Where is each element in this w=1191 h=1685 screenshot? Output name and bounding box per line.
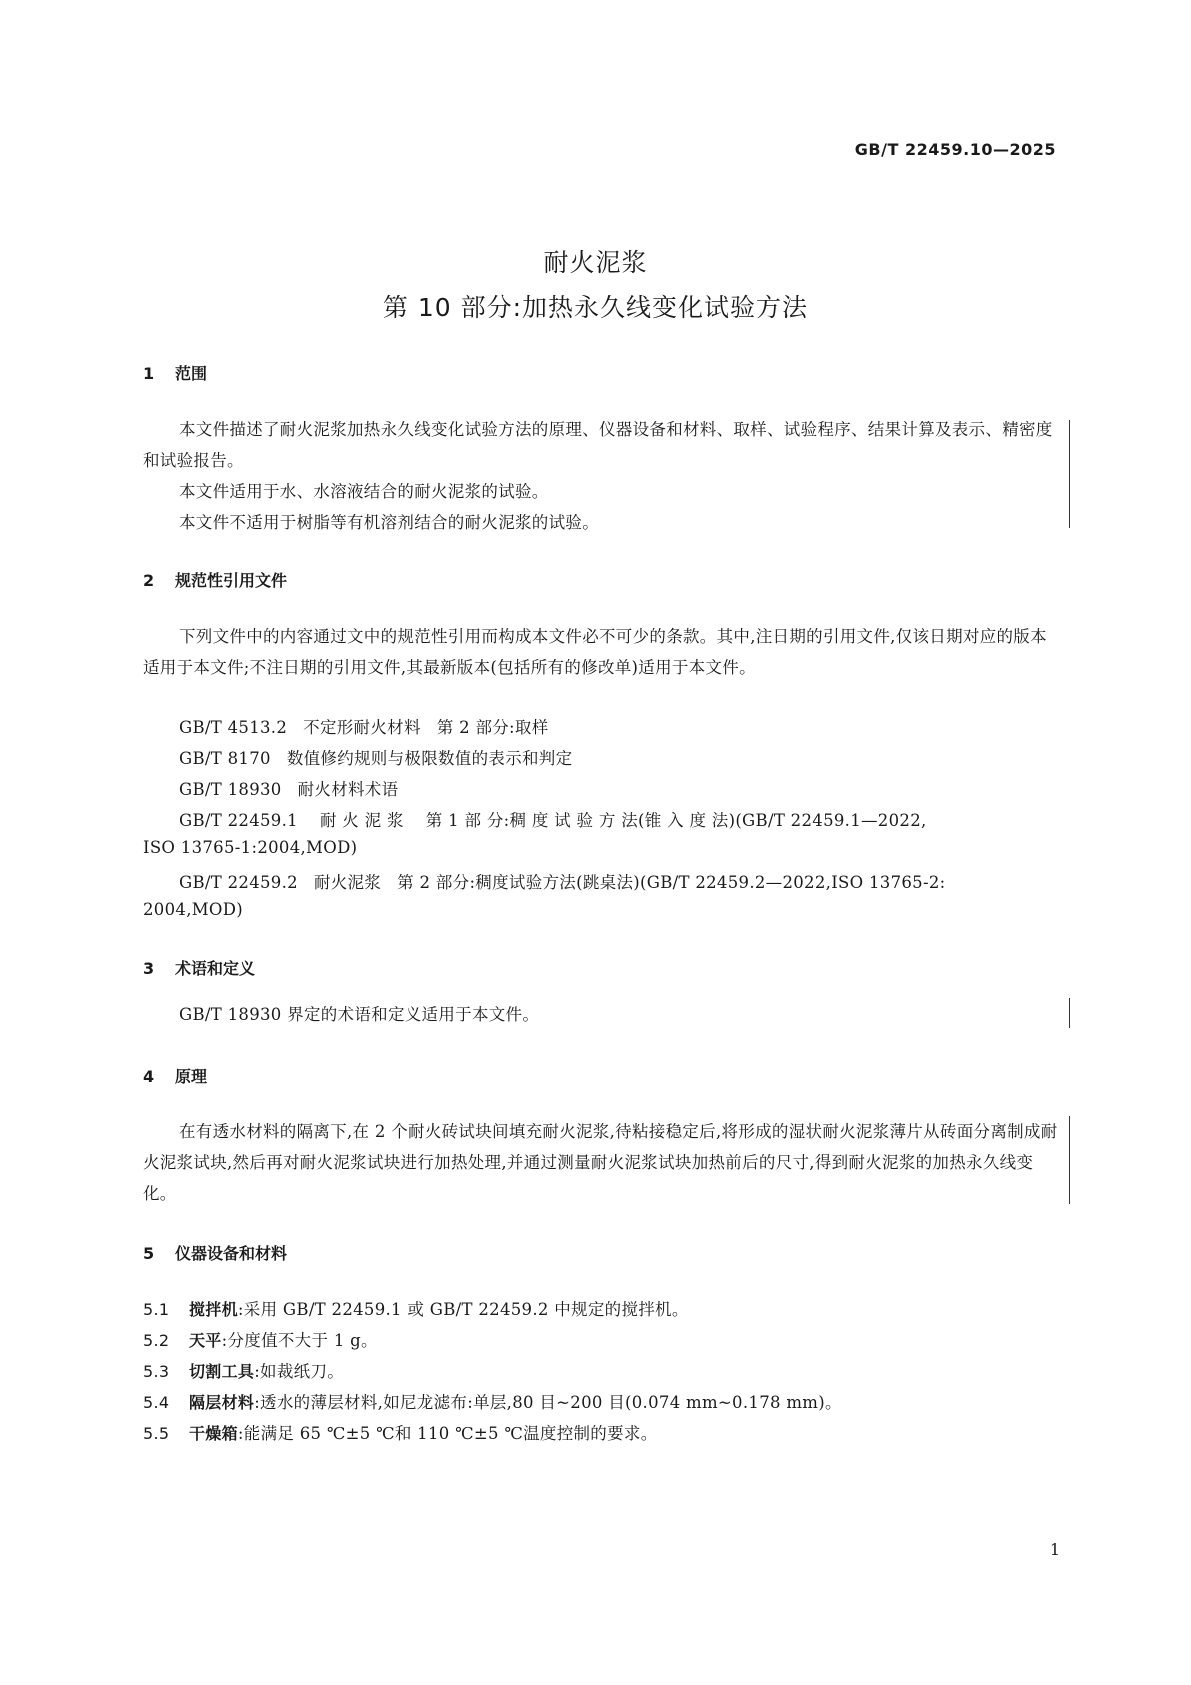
subclause-number: 5.1 [143,1300,170,1319]
subclause-text: :如裁纸刀。 [254,1362,345,1381]
reference-part: 第 2 部分:取样 [436,718,549,737]
section-title: 术语和定义 [175,959,256,978]
change-bar [1069,420,1070,528]
reference-continuation: 2004,MOD) [143,900,244,919]
section-4-heading [143,1064,207,1087]
section-number: 2 [143,571,155,590]
subclause-term: 搅拌机 [189,1300,238,1319]
subclause-text: :能满足 65 ℃±5 ℃和 110 ℃±5 ℃温度控制的要求。 [237,1424,658,1443]
reference-code: GB/T 22459.1 [179,811,298,830]
section-title: 原理 [175,1067,208,1086]
section-5-heading [143,1241,287,1264]
subclause-item [143,1296,689,1320]
subclause-term: 切割工具 [189,1362,255,1381]
subclause-number: 5.5 [143,1424,170,1443]
reference-title: 耐 火 泥 浆 [319,811,404,830]
section-number: 1 [143,364,155,383]
section-1-paragraph: 本文件适用于水、水溶液结合的耐火泥浆的试验。 [179,482,549,501]
section-3-paragraph: GB/T 18930 界定的术语和定义适用于本文件。 [179,1005,540,1024]
reference-part: 第 1 部 分:稠 度 试 验 方 法(锥 入 度 法)(GB/T 22459.1—2022, [425,811,927,830]
section-2-intro: 下列文件中的内容通过文中的规范性引用而构成本文件必不可少的条款。其中,注日期的引用文件,仅该日期对应的版本适用于本文件;不注日期的引用文件,其最新版本(包括所有的修改单)适用于本文件。 [143,627,1047,677]
reference-title: 数值修约规则与极限数值的表示和判定 [286,749,573,768]
reference-title: 耐火泥浆 [313,873,382,892]
section-title: 范围 [175,364,208,383]
subclause-item [143,1327,378,1351]
reference-title: 耐火材料术语 [297,780,399,799]
change-bar [1069,1116,1070,1204]
page-number: 1 [1049,1540,1060,1559]
reference-code: GB/T 8170 [179,749,271,768]
subclause-text: :透水的薄层材料,如尼龙滤布:单层,80 目~200 目(0.074 mm~0.178 mm)。 [254,1393,842,1412]
subclause-term: 天平 [189,1331,222,1350]
section-1-heading [143,361,207,384]
reference-code: GB/T 22459.2 [179,873,298,892]
subclause-term: 干燥箱 [189,1424,238,1443]
subclause-number: 5.3 [143,1362,170,1381]
reference-code: GB/T 18930 [179,780,282,799]
change-bar [1069,998,1070,1028]
section-1-paragraph: 本文件不适用于树脂等有机溶剂结合的耐火泥浆的试验。 [179,513,599,532]
section-4-paragraph: 在有透水材料的隔离下,在 2 个耐火砖试块间填充耐火泥浆,待粘接稳定后,将形成的湿状耐火泥浆薄片从砖面分离制成耐火泥浆试块,然后再对耐火泥浆试块进行加热处理,并通过测量耐火泥浆试块加热前后的尺寸,得到耐火泥浆的加热永久线变化。 [143,1122,1058,1203]
reference-item [179,807,927,831]
reference-item [179,776,398,800]
section-3-heading [143,956,255,979]
reference-code: GB/T 4513.2 [179,718,288,737]
subclause-text: :分度值不大于 1 g。 [221,1331,378,1350]
section-title: 规范性引用文件 [175,571,288,590]
subclause-item [143,1358,344,1382]
section-number: 3 [143,959,155,978]
reference-item [179,869,946,893]
standard-code: GB/T 22459.10—2025 [854,140,1056,159]
subclause-text: :采用 GB/T 22459.1 或 GB/T 22459.2 中规定的搅拌机。 [237,1300,689,1319]
subclause-term: 隔层材料 [189,1393,255,1412]
subclause-number: 5.2 [143,1331,170,1350]
section-number: 4 [143,1067,155,1086]
section-number: 5 [143,1244,155,1263]
section-2-heading [143,568,287,591]
subclause-item [143,1389,842,1413]
reference-continuation: ISO 13765-1:2004,MOD) [143,838,358,857]
document-subtitle: 第 10 部分:加热永久线变化试验方法 [382,293,809,322]
reference-item [179,714,549,738]
subclause-number: 5.4 [143,1393,170,1412]
subclause-item [143,1420,658,1444]
reference-item [179,745,572,769]
section-1-paragraph: 本文件描述了耐火泥浆加热永久线变化试验方法的原理、仪器设备和材料、取样、试验程序、结果计算及表示、精密度和试验报告。 [143,420,1053,470]
reference-title: 不定形耐火材料 [303,718,421,737]
reference-part: 第 2 部分:稠度试验方法(跳桌法)(GB/T 22459.2—2022,ISO 13765-2: [397,873,946,892]
section-title: 仪器设备和材料 [175,1244,288,1263]
document-title: 耐火泥浆 [543,248,648,277]
